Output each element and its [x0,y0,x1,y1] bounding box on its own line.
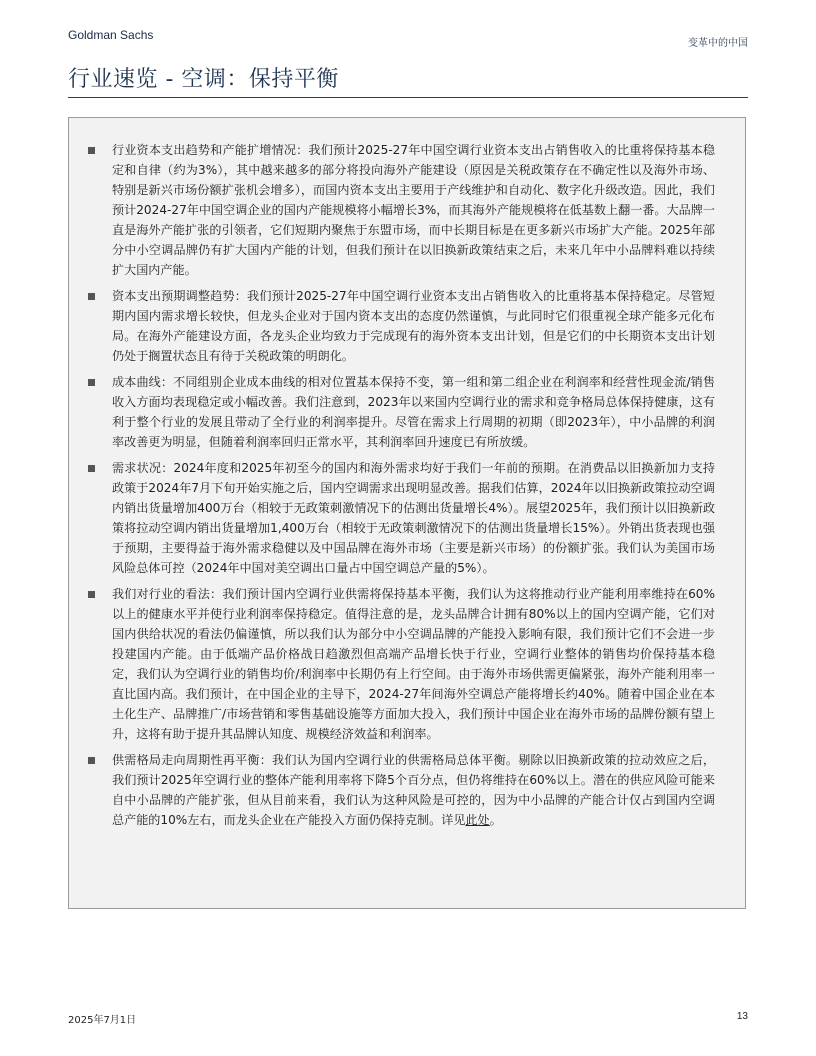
bullet-text: 成本曲线：不同组别企业成本曲线的相对位置基本保持不变，第一组和第二组企业在利润率和经营性现金流/销售收入方面均表现稳定或小幅改善。我们注意到，2023年以来国内空调行业的需求和竞争格局总体保持健康，这有利于整个行业的发展且带动了全行业的利润率提升。尽管在需求上行周期的初期（即2023年），中小品牌的利润率改善更为明显，但随着利润率回归正常水平，其利润率回升速度已有所放缓。 [112,375,715,449]
bullet-square-icon [88,147,95,154]
bullet-item [85,750,715,830]
see-here-link[interactable]: 此处 [465,813,490,827]
bullet-item [85,584,715,744]
bullet-text: 行业资本支出趋势和产能扩增情况：我们预计2025-27年中国空调行业资本支出占销售收入的比重将保持基本稳定和自律（约为3%），其中越来越多的部分将投向海外产能建设（原因是关税政策存在不确定性以及海外市场、特别是新兴市场份额扩张机会增多），而国内资本支出主要用于产线维护和自动化、数字化升级改造。因此，我们预计2024-27年中国空调企业的国内产能规模将小幅增长3%，而其海外产能规模将在低基数上翻一番。大品牌一直是海外产能扩张的引领者，它们短期内聚焦于东盟市场，而中长期目标是在更多新兴市场扩大产能。2025年部分中小空调品牌仍有扩大国内产能的计划，但我们预计在以旧换新政策结束之后，未来几年中小品牌料难以持续扩大国内产能。 [112,143,715,277]
bullet-item [85,458,715,578]
summary-box [68,117,746,909]
bullet-list [69,118,745,830]
bullet-suffix: 。 [489,813,502,827]
bullet-item [85,286,715,366]
bullet-square-icon [88,293,95,300]
bullet-text: 我们对行业的看法：我们预计国内空调行业供需将保持基本平衡，我们认为这将推动行业产能利用率维持在60%以上的健康水平并使行业利润率保持稳定。值得注意的是，龙头品牌合计拥有80%以上的国内空调产能，它们对国内供给状况的看法仍偏谨慎，所以我们认为部分中小空调品牌的产能投入影响有限，我们预计它们不会进一步投建国内产能。由于低端产品价格战日趋激烈但高端产品增长快于行业，空调行业整体的销售均价保持基本稳定，我们认为空调行业的销售均价/利润率中长期仍有上行空间。由于海外市场供需更偏紧张，海外产能利用率一直比国内高。我们预计，在中国企业的主导下，2024-27年间海外空调总产能将增长约40%。随着中国企业在本土化生产、品牌推广/市场营销和零售基础设施等方面加大投入，我们预计中国企业在海外市场的品牌份额有望上升，这将有助于提升其品牌认知度、规模经济效益和利润率。 [112,587,715,741]
brand-name: Goldman Sachs [68,28,154,42]
bullet-text: 供需格局走向周期性再平衡：我们认为国内空调行业的供需格局总体平衡。剔除以旧换新政策的拉动效应之后，我们预计2025年空调行业的整体产能利用率将下降5个百分点，但仍将维持在60%以上。潜在的供应风险可能来自中小品牌的产能扩张，但从目前来看，我们认为这种风险是可控的，因为中小品牌的产能合计仅占到国内空调总产能的10%左右，而龙头企业在产能投入方面仍保持克制。详见 [112,753,715,827]
title-divider [68,97,748,98]
bullet-text: 需求状况：2024年度和2025年初至今的国内和海外需求均好于我们一年前的预期。在消费品以旧换新加力支持政策于2024年7月下旬开始实施之后，国内空调需求出现明显改善。据我们估算，2024年以旧换新政策拉动空调内销出货量增加400万台（相较于无政策刺激情况下的估测出货量增长4%）。展望2025年，我们预计以旧换新政策将拉动空调内销出货量增加1,400万台（相较于无政策刺激情况下的估测出货量增长15%）。外销出货表现也强于预期，主要得益于海外需求稳健以及中国品牌在海外市场（主要是新兴市场）的份额扩张。我们认为美国市场风险总体可控（2024年中国对美空调出口量占中国空调总产量的5%）。 [112,461,715,575]
bullet-text: 资本支出预期调整趋势：我们预计2025-27年中国空调行业资本支出占销售收入的比重将基本保持稳定。尽管短期内国内需求增长较快，但龙头企业对于国内资本支出的态度仍然谨慎，与此同时它们很重视全球产能多元化布局。在海外产能建设方面，各龙头企业均致力于完成现有的海外资本支出计划，但是它们的中长期资本支出计划仍处于搁置状态且有待于关税政策的明朗化。 [112,289,715,363]
bullet-square-icon [88,757,95,764]
bullet-square-icon [88,379,95,386]
bullet-square-icon [88,591,95,598]
bullet-item [85,140,715,280]
footer-date: 2025年7月1日 [68,1015,137,1026]
page-title: 行业速览 - 空调：保持平衡 [68,67,339,92]
page-number: 13 [736,1011,748,1022]
report-series-title: 变革中的中国 [688,38,748,49]
bullet-item [85,372,715,452]
bullet-square-icon [88,465,95,472]
